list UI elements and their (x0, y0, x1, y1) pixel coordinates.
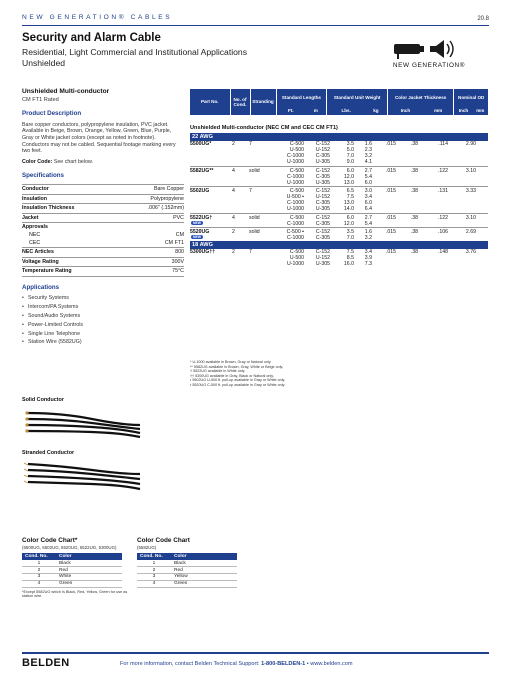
table-row (190, 180, 488, 186)
conductor-number: 4 (137, 580, 171, 587)
cable-block (190, 229, 488, 241)
new-badge-label: NEW (193, 235, 201, 240)
od-mm: 2.69 (465, 228, 476, 235)
footer-text-post: • www.belden.com (305, 661, 353, 667)
weight-lbs: 16.0 (343, 261, 354, 268)
applications-list (22, 295, 184, 346)
weight-lbs: 6.5 (346, 188, 354, 195)
od-mm: 3.33 (465, 188, 476, 195)
spec-key: Temperature Rating (22, 267, 118, 277)
conductor-number: 2 (22, 567, 56, 574)
od-inch: .131 (437, 188, 448, 195)
weight-lbs: 13.0 (343, 200, 354, 207)
conductor-color: Green (56, 580, 122, 587)
header-rule (22, 25, 489, 26)
specifications-table (22, 184, 184, 277)
header-od: Nominal OD (454, 89, 488, 107)
weight-lbs: 13.0 (343, 179, 354, 186)
solid-conductor-icon (22, 405, 142, 439)
jacket-mm: .38 (410, 228, 418, 235)
stranding: 7 (249, 141, 252, 147)
spec-row (22, 204, 184, 214)
weight-lbs: 7.0 (346, 235, 354, 242)
length-ft: U-500 (289, 147, 304, 154)
conductor-number: 4 (22, 580, 56, 587)
length-ft: U-1000 (286, 159, 304, 166)
page-title: Security and Alarm Cable (22, 32, 161, 44)
rating-text: CM FT1 Rated (22, 96, 59, 103)
color-chart-1-subtitle: (5500UG, 5502UG, 5520UG, 5522UG, 5300UG) (22, 545, 117, 550)
length-ft: U-1000 (286, 261, 304, 268)
conductor-count: 2 (232, 228, 235, 235)
part-number: 5300UG†† (190, 249, 216, 256)
spec-row (22, 257, 184, 267)
table-row (190, 235, 488, 241)
color-code-label: Color Code: (22, 158, 53, 165)
length-m: C-152 (315, 214, 330, 221)
application-item: • Security Systems (22, 295, 184, 302)
application-item: • Sound/Audio Systems (22, 313, 184, 320)
weight-lbs: 3.5 (346, 141, 354, 147)
length-ft: C-1000 (286, 153, 304, 160)
color-row (22, 560, 122, 567)
spec-value: Polypropylene (118, 194, 184, 204)
weight-lbs: 6.0 (346, 167, 354, 174)
color-chart-2-subtitle: (5582UG) (137, 545, 157, 550)
conductor-color: Red (171, 567, 237, 574)
od-inch: .148 (437, 249, 448, 256)
conductor-count: 4 (232, 188, 235, 195)
product-description-text: Bare copper conductors, polypropylene insulation, PVC jacket. Available in Beige, Brown, Orange, Yellow, Green, Blue, Purple, Gray or White jacket colors (except as noted in footnote). Conductors may not be cabled. Sequential footage marking every two feet. (22, 121, 176, 155)
length-m: C-305 (315, 220, 330, 227)
spec-row (22, 184, 184, 194)
footer-contact (120, 661, 353, 667)
header-weight: Standard Unit Weight (327, 89, 388, 107)
footer-text-pre: For more information, contact Belden Technical Support: (120, 661, 262, 667)
header-kg: kg (365, 107, 387, 115)
length-m: U-305 (315, 261, 330, 268)
application-item: • Station Wire (5582UG) (22, 339, 184, 346)
weight-lbs: 7.0 (346, 153, 354, 160)
footer-rule (22, 652, 489, 654)
color-row (137, 574, 237, 581)
page-number: 20.8 (477, 16, 489, 22)
header-stranding: Stranding (250, 89, 276, 115)
color-chart-2-title: Color Code Chart (137, 537, 190, 544)
jacket-mm: .38 (410, 141, 418, 147)
weight-kg: 3.2 (364, 235, 372, 242)
od-inch: .122 (437, 214, 448, 221)
color-row (22, 580, 122, 587)
table-row (190, 206, 488, 212)
spec-key: NEC Articles (22, 248, 118, 258)
length-ft: U-500 (289, 255, 304, 262)
header-ft: Ft. (276, 107, 305, 115)
weight-kg: 3.2 (364, 153, 372, 160)
spec-row (22, 240, 184, 248)
cable-block (190, 249, 488, 267)
weight-lbs: 5.0 (346, 147, 354, 154)
conductor-number: 3 (137, 574, 171, 581)
od-mm: 3.10 (465, 167, 476, 174)
part-number: 5500UG* (190, 141, 212, 147)
weight-lbs: 8.5 (346, 255, 354, 262)
length-ft: U-500 ▪ (286, 194, 304, 201)
header-od-mm: mm (473, 107, 488, 115)
weight-kg: 2.7 (364, 167, 372, 174)
jacket-mm: .38 (410, 188, 418, 195)
weight-kg: 5.4 (364, 173, 372, 180)
footer-phone: 1-800-BELDEN-1 (261, 661, 306, 667)
length-ft: C-500 (289, 167, 304, 174)
weight-kg: 3.0 (364, 188, 372, 195)
jacket-inch: .015 (385, 167, 396, 174)
specifications-heading: Specifications (22, 172, 64, 180)
spec-row (22, 232, 184, 240)
color-code-text: See chart below. (53, 158, 93, 165)
subtitle-line: Residential, Light Commercial and Institutional Applications (22, 47, 247, 57)
weight-lbs: 12.0 (343, 173, 354, 180)
conductor-color: Green (171, 580, 237, 587)
length-ft: C-500 (289, 141, 304, 147)
color-row (137, 567, 237, 574)
footnote: * U-1000 available in Brown, Gray or Natural only. (190, 360, 272, 364)
weight-kg: 5.4 (364, 220, 372, 227)
length-ft: C-1000 (286, 173, 304, 180)
awg-22-bar: 22 AWG (190, 133, 488, 141)
length-ft: C-500 (289, 214, 304, 221)
conductor-number: 1 (137, 560, 171, 567)
stranding: solid (249, 228, 260, 235)
od-inch: .122 (437, 167, 448, 174)
weight-kg: 1.6 (364, 141, 372, 147)
header-conductors: No. of Cond. (230, 89, 250, 115)
length-m: C-305 (315, 173, 330, 180)
conductor-color: White (56, 574, 122, 581)
part-number: 5502UG (190, 188, 210, 195)
weight-lbs: 12.0 (343, 220, 354, 227)
logo-brand-text: NEW GENERATION® (392, 62, 466, 69)
length-m: U-305 (315, 206, 330, 213)
spec-value: CM FT1 (164, 239, 184, 246)
color-chart-1-header-color: Color (56, 553, 122, 560)
spec-key: Voltage Rating (22, 257, 118, 267)
od-mm: 2.90 (465, 141, 476, 147)
conductor-color: Red (56, 567, 122, 574)
header-part-number: Part No. (190, 89, 230, 115)
color-row (137, 560, 237, 567)
table-row (190, 261, 488, 267)
length-m: C-152 (315, 141, 330, 147)
weight-kg: 1.6 (364, 228, 372, 235)
header-jacket-mm: mm (423, 107, 454, 115)
stranded-conductor-label: Stranded Conductor (22, 450, 75, 456)
weight-lbs: 7.5 (346, 194, 354, 201)
weight-lbs: 3.5 (346, 228, 354, 235)
weight-kg: 2.7 (364, 214, 372, 221)
spec-key: NEC (29, 231, 41, 238)
color-row (137, 580, 237, 587)
weight-kg: 4.1 (364, 159, 372, 166)
page-header (22, 14, 489, 24)
cable-table-body (190, 124, 488, 267)
length-m: U-305 (315, 159, 330, 166)
length-m: C-152 (315, 188, 330, 195)
conductor-number: 3 (22, 574, 56, 581)
stranding: solid (249, 214, 260, 221)
jacket-mm: .38 (410, 214, 418, 221)
length-m: U-152 (315, 147, 330, 154)
spec-row (22, 248, 184, 258)
jacket-inch: .015 (385, 141, 396, 147)
color-chart-1-note: *Except 5582UG which is Black, Red, Yellow, Green for use as station wire. (22, 589, 128, 599)
color-chart-1-title: Color Code Chart* (22, 537, 78, 544)
od-mm: 3.10 (465, 214, 476, 221)
stranding: 7 (249, 188, 252, 195)
speaker-camera-icon (390, 38, 460, 60)
spec-key: Insulation (22, 194, 118, 204)
part-number: 5522UG† (190, 214, 213, 221)
spec-value: 300V (118, 257, 184, 267)
awg-18-bar: 18 AWG (190, 241, 488, 249)
conductor-color: Black (171, 560, 237, 567)
weight-kg: 3.4 (364, 249, 372, 256)
spec-value: CM (175, 231, 184, 238)
header-lengths: Standard Lengths (276, 89, 327, 107)
spec-row (22, 223, 184, 232)
part-number: 5582UG** (190, 167, 214, 174)
length-ft: U-1000 (286, 179, 304, 186)
left-column (22, 89, 184, 348)
header-od-inch: Inch (454, 107, 473, 115)
cable-block (190, 215, 488, 227)
length-ft: C-500 ▪ (286, 228, 304, 235)
part-number: 5520UG (190, 228, 210, 235)
new-generation-logo (374, 38, 484, 74)
stranding: 7 (249, 249, 252, 256)
length-ft: C-500 (289, 188, 304, 195)
weight-kg: 6.0 (364, 200, 372, 207)
applications-heading: Applications (22, 283, 60, 291)
length-ft: C-1000 (286, 200, 304, 207)
color-chart-2-table (137, 553, 237, 588)
spec-key: Jacket (22, 213, 118, 223)
footnote: ▪ 5520UG C-500 ft. pull-up available in Gray or White only. (190, 382, 286, 387)
conductor-color: Yellow (171, 574, 237, 581)
spec-key: Conductor (22, 184, 118, 194)
length-m: C-305 (315, 235, 330, 242)
length-ft: U-1000 (286, 206, 304, 213)
cable-table-header (190, 89, 488, 115)
conductor-number: 1 (22, 560, 56, 567)
spec-row (22, 213, 184, 223)
length-ft: C-500 (289, 249, 304, 256)
length-m: C-152 (315, 249, 330, 256)
cable-block (190, 168, 488, 186)
jacket-mm: .38 (410, 249, 418, 256)
color-code-chart-2 (137, 537, 237, 588)
color-chart-2-header-color: Color (171, 553, 237, 560)
length-ft: C-1000 (286, 235, 304, 242)
length-ft: C-1000 (286, 220, 304, 227)
spec-row (22, 267, 184, 277)
footnote: ** 5582UG available in Brown, Gray, White or Beige only. (190, 364, 284, 369)
color-chart-1-table (22, 553, 122, 588)
length-m: U-305 (315, 179, 330, 186)
jacket-mm: .38 (410, 167, 418, 174)
spec-key: Approvals (22, 223, 118, 232)
weight-kg: 3.4 (364, 194, 372, 201)
conductor-count: 4 (232, 167, 235, 174)
cable-block (190, 188, 488, 212)
jacket-inch: .015 (385, 228, 396, 235)
spec-value: 75°C (118, 267, 184, 277)
weight-lbs: 7.5 (346, 249, 354, 256)
header-jacket: Color Jacket Thickness (387, 89, 453, 107)
length-m: C-305 (315, 200, 330, 207)
application-item: • Power-Limited Controls (22, 322, 184, 329)
new-badge-label: NEW (193, 220, 201, 225)
length-m: U-152 (315, 194, 330, 201)
solid-conductor-label: Solid Conductor (22, 397, 64, 403)
header-m: m (305, 107, 327, 115)
weight-kg: 6.0 (364, 179, 372, 186)
conductor-count: 2 (232, 141, 235, 147)
spec-value: 800 (118, 248, 184, 258)
page-subtitle (22, 47, 247, 69)
header-jacket-inch: Inch (387, 107, 423, 115)
table-row (190, 221, 488, 227)
application-item: • Single Line Telephone (22, 331, 184, 338)
cable-block (190, 141, 488, 165)
weight-kg: 2.3 (364, 147, 372, 154)
od-mm: 3.76 (465, 249, 476, 256)
stranding: solid (249, 167, 260, 174)
belden-logo: BELDEN (22, 657, 70, 669)
jacket-inch: .015 (385, 249, 396, 256)
stranded-conductor-icon (22, 458, 142, 492)
color-code-line (22, 159, 184, 166)
subtitle-line: Unshielded (22, 58, 65, 68)
weight-kg: 7.3 (364, 261, 372, 268)
conductor-count: 4 (232, 214, 235, 221)
weight-kg: 3.9 (364, 255, 372, 262)
weight-lbs: 14.0 (343, 206, 354, 213)
jacket-inch: .015 (385, 214, 396, 221)
section-heading: Unshielded Multi-conductor (22, 88, 110, 95)
conductor-count: 2 (232, 249, 235, 256)
header-lbs: Lbs. (327, 107, 365, 115)
color-chart-1-header-num: Cond. No. (22, 553, 56, 560)
table-footnotes (190, 360, 490, 388)
color-code-chart-1 (22, 537, 132, 599)
spec-value: PVC (118, 213, 184, 223)
weight-lbs: 6.0 (346, 214, 354, 221)
conductor-number: 2 (137, 567, 171, 574)
footnote: † 5522UG available in White only. (190, 369, 246, 374)
spec-row (22, 194, 184, 204)
spec-key: CEC (29, 239, 41, 246)
weight-lbs: 9.0 (346, 159, 354, 166)
spec-value (118, 223, 184, 232)
length-m: C-305 (315, 153, 330, 160)
table-group-title: Unshielded Multi-conductor (NEC CM and CEC CM FT1) (190, 125, 338, 131)
color-chart-2-header-num: Cond. No. (137, 553, 171, 560)
od-inch: .106 (437, 228, 448, 235)
conductor-color: Black (56, 560, 122, 567)
product-description-heading: Product Description (22, 110, 82, 118)
application-item: • Intercom/PA Systems (22, 304, 184, 311)
length-m: C-152 (315, 167, 330, 174)
spec-value: .006" (.152mm) (118, 204, 184, 214)
od-inch: .114 (438, 141, 448, 147)
jacket-inch: .015 (385, 188, 396, 195)
length-m: C-152 (315, 228, 330, 235)
footnote: †† 5300UG available in Gray, Black or Natural only. (190, 373, 274, 378)
footnote: ▪ 5502UG U-500 ft. pull-up available in Gray or White only. (190, 378, 286, 383)
spec-value: Bare Copper (118, 184, 184, 194)
table-row (190, 159, 488, 165)
length-m: U-152 (315, 255, 330, 262)
color-row (22, 574, 122, 581)
series-title: NEW GENERATION® CABLES (22, 14, 173, 21)
color-row (22, 567, 122, 574)
spec-key: Insulation Thickness (22, 204, 118, 214)
weight-kg: 6.4 (364, 206, 372, 213)
